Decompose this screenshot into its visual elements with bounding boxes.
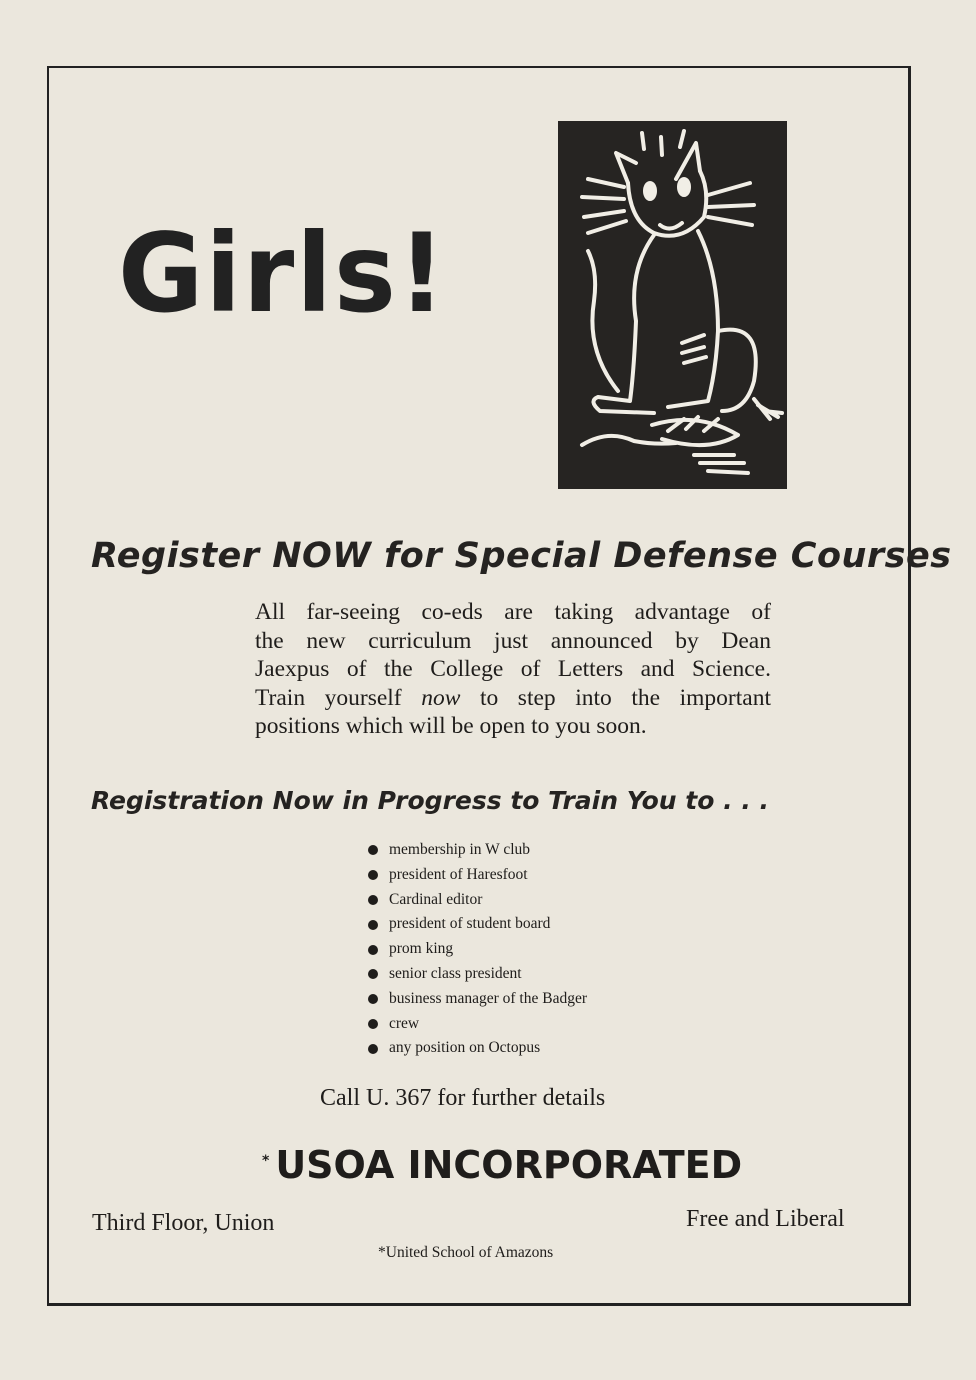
intro-line: All far-seeing co-eds are taking advantage of (255, 599, 771, 625)
bullet-dot-icon (368, 920, 378, 930)
bullet-dot-icon (368, 1044, 378, 1054)
list-item: Cardinal editor (368, 888, 587, 913)
training-list (368, 838, 587, 1061)
bullet-dot-icon (368, 1019, 378, 1029)
call-for-details: Call U. 367 for further details (320, 1085, 606, 1111)
bullet-dot-icon (368, 870, 378, 880)
company-name-text: USOA INCORPORATED (275, 1143, 743, 1187)
intro-line: the new curriculum just announced by Dean (255, 627, 771, 654)
footnote: *United School of Amazons (378, 1244, 554, 1261)
intro-line: Train yourself now to step into the important (255, 684, 771, 711)
list-item: business manager of the Badger (368, 987, 587, 1012)
slogan-text: Free and Liberal (686, 1206, 845, 1232)
list-item: president of student board (368, 912, 587, 937)
emphasis-now: now (421, 684, 461, 711)
intro-line: Jaexpus of the College of Letters and Science. (255, 656, 771, 682)
list-item: any position on Octopus (368, 1036, 587, 1061)
company-name (262, 1143, 742, 1187)
bullet-dot-icon (368, 895, 378, 905)
bullet-dot-icon (368, 994, 378, 1004)
intro-line: positions which will be open to you soon. (255, 713, 647, 739)
bullet-dot-icon (368, 945, 378, 955)
bullet-dot-icon (368, 845, 378, 855)
intro-paragraph (255, 598, 771, 741)
location-text: Third Floor, Union (92, 1210, 275, 1236)
list-item: senior class president (368, 962, 587, 987)
registration-progress-heading: Registration Now in Progress to Train You to . . . (91, 786, 770, 815)
list-item: prom king (368, 937, 587, 962)
list-item: president of Haresfoot (368, 863, 587, 888)
bullet-dot-icon (368, 969, 378, 979)
list-item: membership in W club (368, 838, 587, 863)
register-now-heading: Register NOW for Special Defense Courses (91, 536, 952, 576)
headline: Girls! (118, 208, 448, 338)
cat-woodcut-illustration (558, 121, 787, 489)
footnote-asterisk: * (262, 1153, 270, 1169)
list-item: crew (368, 1012, 587, 1037)
